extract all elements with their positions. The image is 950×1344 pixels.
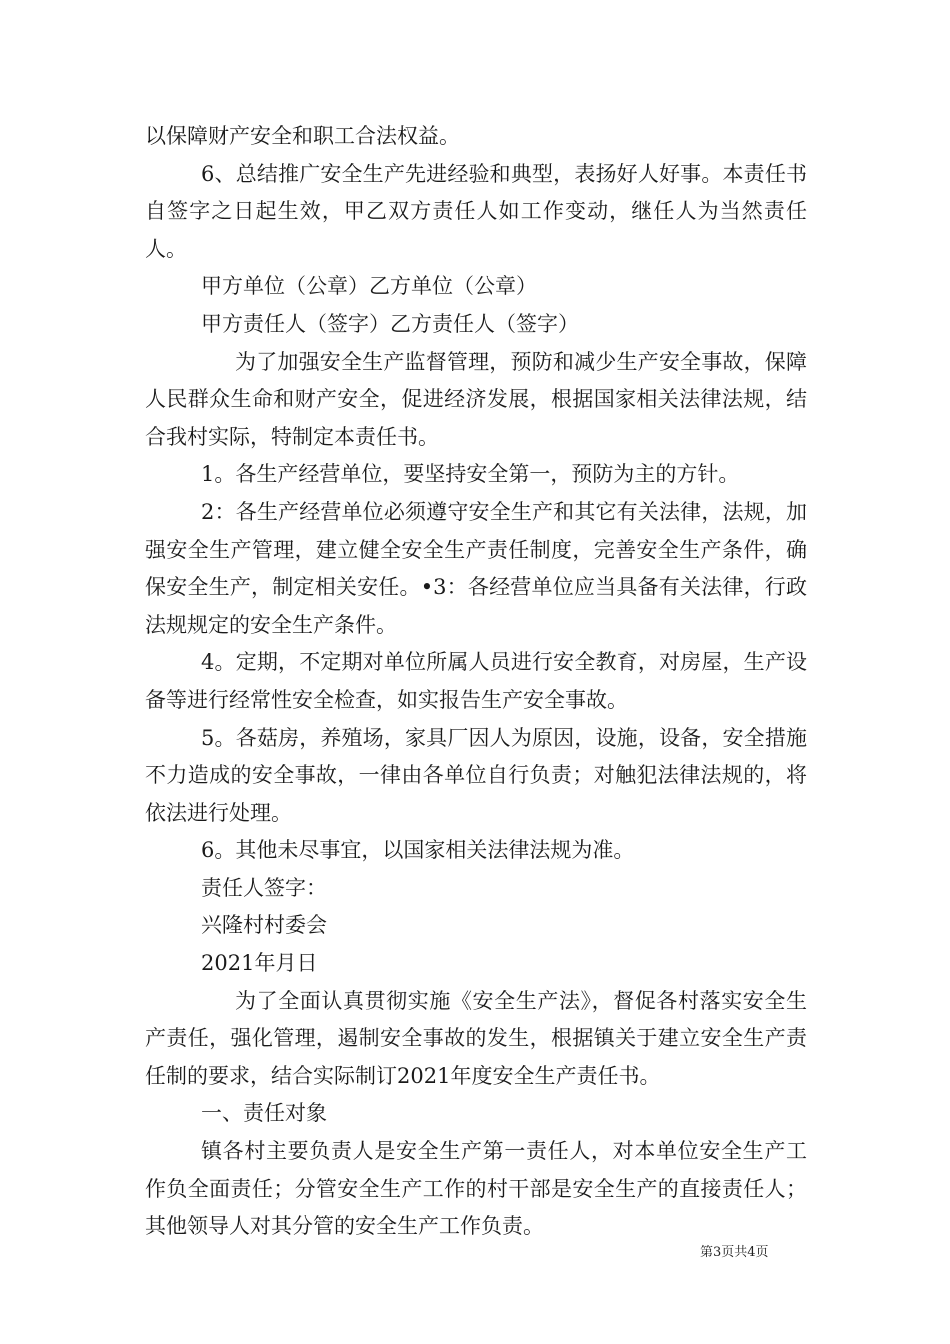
paragraph-party-signatures: 甲方责任人（签字）乙方责任人（签字） <box>201 311 579 336</box>
paragraph-party-seals: 甲方单位（公章）乙方单位（公章） <box>201 274 537 299</box>
paragraph-item-5: 5。各菇房，养殖场，家具厂因人为原因，设施，设备，安全措施不力造成的安全事故，一律由各单位自行负责；对触犯法律法规的，将依法进行处理。 <box>145 725 807 825</box>
paragraph-intro-town: 为了全面认真贯彻实施《安全生产法》，督促各村落实安全生产责任，强化管理，遏制安全事故的发生，根据镇关于建立安全生产责任制的要求，结合实际制订2021年度安全生产责任书。 <box>145 988 807 1088</box>
paragraph-item-2-3: 2：各生产经营单位必须遵守安全生产和其它有关法律，法规，加强安全生产管理，建立健全安全生产责任制度，完善安全生产条件，确保安全生产，制定相关安任。•3：各经营单位应当具备有关法律，行政法规规定的安全生产条件。 <box>145 499 807 637</box>
paragraph-date: 2021年月日 <box>201 951 318 976</box>
paragraph-intro-village: 为了加强安全生产监督管理，预防和减少生产安全事故，保障人民群众生命和财产安全，促进经济发展，根据国家相关法律法规，结合我村实际，特制定本责任书。 <box>145 349 807 449</box>
paragraph-signature-label: 责任人签字： <box>201 875 327 900</box>
paragraph-responsibility-object: 镇各村主要负责人是安全生产第一责任人，对本单位安全生产工作负全面责任；分管安全生产工作的村干部是安全生产的直接责任人；其他领导人对其分管的安全生产工作负责。 <box>145 1139 807 1239</box>
paragraph-item-6-summary: 6、总结推广安全生产先进经验和典型，表扬好人好事。本责任书自签字之日起生效，甲乙双方责任人如工作变动，继任人为当然责任人。 <box>145 161 807 261</box>
paragraph-item-4: 4。定期，不定期对单位所属人员进行安全教育，对房屋，生产设备等进行经常性安全检查，如实报告生产安全事故。 <box>145 650 807 712</box>
page-number-footer: 第3页共4页 <box>700 1245 769 1260</box>
paragraph-continuation: 以保障财产安全和职工合法权益。 <box>145 124 460 148</box>
paragraph-item-1: 1。各生产经营单位，要坚持安全第一，预防为主的方针。 <box>201 462 740 487</box>
section-heading-responsibility-object: 一、责任对象 <box>201 1101 327 1126</box>
paragraph-item-6-other: 6。其他未尽事宜，以国家相关法律法规为准。 <box>201 838 635 863</box>
paragraph-committee-name: 兴隆村村委会 <box>201 913 327 938</box>
document-body <box>145 118 807 1246</box>
